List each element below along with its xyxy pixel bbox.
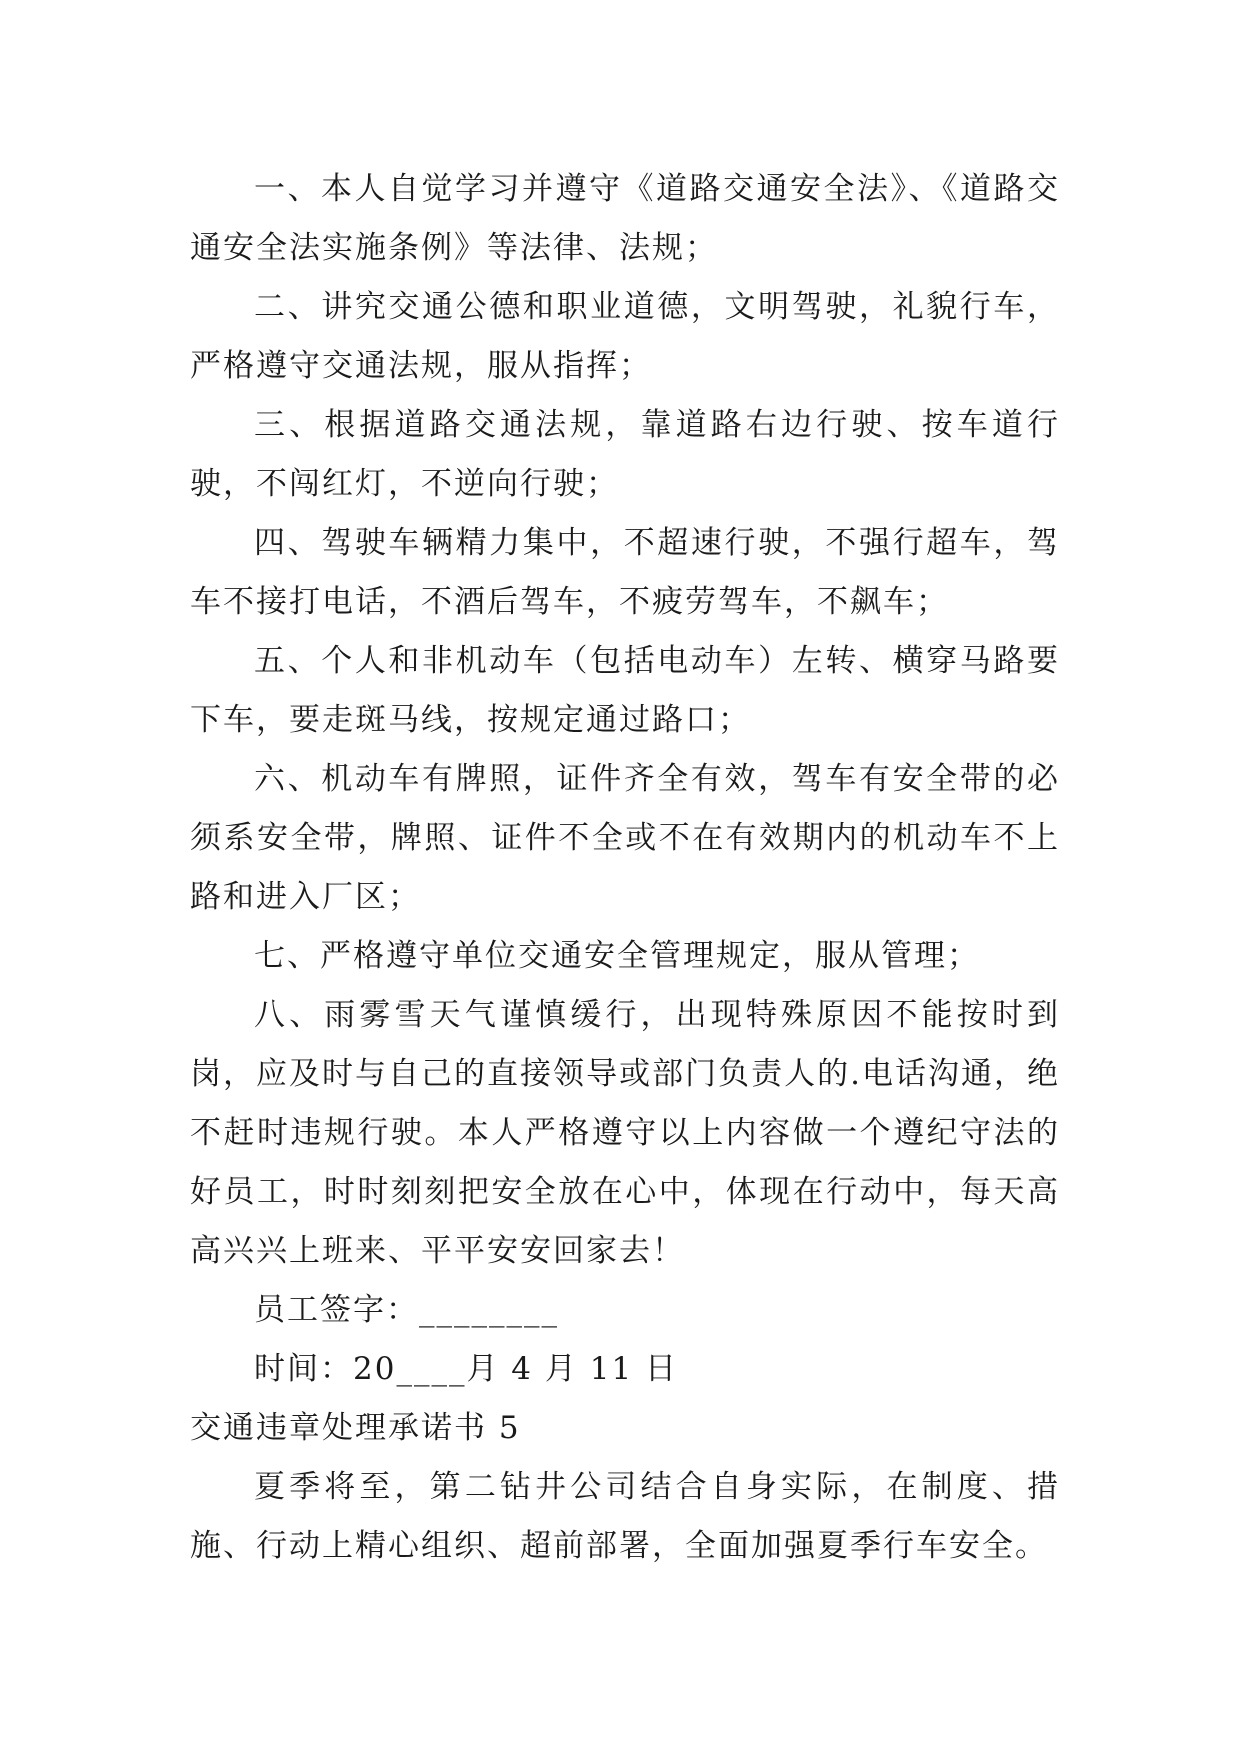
closing-paragraph: 夏季将至，第二钻井公司结合自身实际，在制度、措施、行动上精心组织、超前部署，全面加强夏季行车安全。 bbox=[190, 1469, 1060, 1564]
clause-1: 一、本人自觉学习并遵守《道路交通安全法》、《道路交通安全法实施条例》等法律、法规； bbox=[190, 171, 1060, 266]
section-title: 交通违章处理承诺书 5 bbox=[190, 1410, 521, 1446]
signing-date: 时间：20____月 4 月 11 日 bbox=[254, 1351, 679, 1387]
clause-2: 二、讲究交通公德和职业道德，文明驾驶，礼貌行车，严格遵守交通法规，服从指挥； bbox=[190, 289, 1060, 384]
clause-8: 八、雨雾雪天气谨慎缓行，出现特殊原因不能按时到岗，应及时与自己的直接领导或部门负责人的.电话沟通，绝不赶时违规行驶。本人严格遵守以上内容做一个遵纪守法的好员工，时时刻刻把安全放在心中，体现在行动中，每天高高兴兴上班来、平平安安回家去！ bbox=[190, 997, 1060, 1269]
document-body bbox=[190, 160, 1060, 1576]
clause-7: 七、严格遵守单位交通安全管理规定，服从管理； bbox=[254, 938, 980, 974]
clause-3: 三、根据道路交通法规，靠道路右边行驶、按车道行驶，不闯红灯，不逆向行驶； bbox=[190, 407, 1060, 502]
clause-6: 六、机动车有牌照，证件齐全有效，驾车有安全带的必须系安全带，牌照、证件不全或不在有效期内的机动车不上路和进入厂区； bbox=[190, 761, 1060, 915]
employee-signature: 员工签字：________ bbox=[254, 1292, 559, 1328]
clause-4: 四、驾驶车辆精力集中，不超速行驶，不强行超车，驾车不接打电话，不酒后驾车，不疲劳驾车，不飙车； bbox=[190, 525, 1060, 620]
clause-5: 五、个人和非机动车（包括电动车）左转、横穿马路要下车，要走斑马线，按规定通过路口； bbox=[190, 643, 1060, 738]
